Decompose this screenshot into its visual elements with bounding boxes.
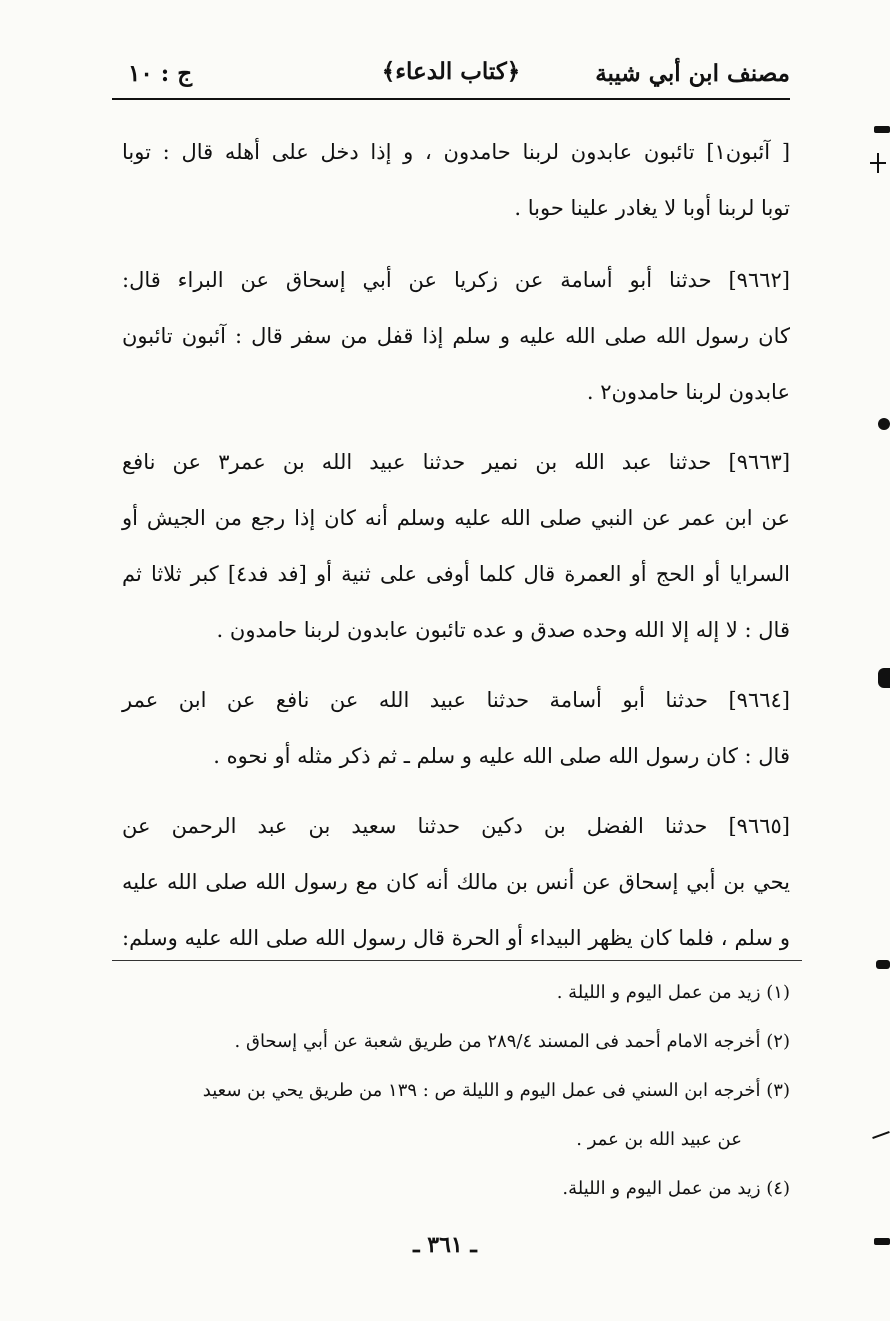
footnote-3	[122, 1066, 790, 1164]
main-text	[122, 124, 790, 980]
scan-mark	[874, 126, 890, 133]
scan-mark	[878, 668, 890, 688]
header-rule	[112, 98, 790, 100]
text-line: و سلم ، فلما كان يظهر البيداء أو الحرة قال رسول الله صلى الله عليه وسلم:	[122, 926, 791, 950]
running-header	[112, 52, 790, 96]
footnote-continuation: عن عبيد الله بن عمر .	[576, 1129, 742, 1150]
text-line: توبا لربنا أوبا لا يغادر علينا حوبا .	[514, 196, 790, 220]
hadith-9663	[122, 434, 790, 658]
footnotes	[122, 968, 790, 1213]
book-title: مصنف ابن أبي شيبة	[595, 60, 790, 87]
text-line: قال : كان رسول الله صلى الله عليه و سلم ـ ثم ذكر مثله أو نحوه .	[213, 744, 790, 768]
page-number: ـ ٣٦١ ـ	[413, 1232, 477, 1258]
text-line: عابدون لربنا حامدون٢ .	[586, 380, 790, 404]
footnote-text: (٣) أخرجه ابن السني فى عمل اليوم و الليلة ص : ١٣٩ من طريق يحي بن سعيد	[202, 1080, 790, 1101]
text-line: قال : لا إله إلا الله وحده صدق و عده تائبون عابدون لربنا حامدون .	[216, 618, 790, 642]
scan-mark	[877, 153, 879, 173]
text-line: [٩٦٦٣] حدثنا عبد الله بن نمير حدثنا عبيد الله بن عمر٣ عن نافع	[122, 450, 791, 474]
paragraph	[122, 124, 790, 236]
scan-mark	[876, 960, 890, 969]
scan-mark	[878, 418, 890, 430]
footnote-separator	[112, 960, 802, 961]
text-line: [ آئبون١] تائبون عابدون لربنا حامدون ، و إذا دخل على أهله قال : توبا	[122, 140, 791, 164]
text-line: كان رسول الله صلى الله عليه و سلم إذا قفل من سفر قال : آئبون تائبون	[122, 324, 790, 348]
hadith-9662	[122, 252, 790, 420]
text-line: [٩٦٦٤] حدثنا أبو أسامة حدثنا عبيد الله عن نافع عن ابن عمر	[122, 688, 790, 712]
hadith-9665	[122, 798, 790, 966]
chapter-title: ﴿كتاب الدعاء﴾	[381, 58, 521, 85]
volume-label: ج : ١٠	[128, 60, 193, 87]
text-line: عن ابن عمر عن النبي صلى الله عليه وسلم أنه كان إذا رجع من الجيش أو	[122, 506, 790, 530]
hadith-9664	[122, 672, 790, 784]
text-line: [٩٦٦٢] حدثنا أبو أسامة عن زكريا عن أبي إسحاق عن البراء قال:	[122, 268, 790, 292]
footnote-2: (٢) أخرجه الامام أحمد فى المسند ٢٨٩/٤ من طريق شعبة عن أبي إسحاق .	[234, 1031, 790, 1052]
text-line: يحي بن أبي إسحاق عن أنس بن مالك أنه كان مع رسول الله صلى الله عليه	[122, 870, 790, 894]
text-line: السرايا أو الحج أو العمرة قال كلما أوفى على ثنية أو [فد فد٤] كبر ثلاثا ثم	[122, 562, 790, 586]
text-line: [٩٦٦٥] حدثنا الفضل بن دكين حدثنا سعيد بن عبد الرحمن عن	[122, 814, 790, 838]
footnote-4: (٤) زيد من عمل اليوم و الليلة.	[562, 1178, 790, 1199]
footnote-1: (١) زيد من عمل اليوم و الليلة .	[556, 982, 790, 1003]
scan-mark	[872, 1131, 890, 1139]
scan-mark	[874, 1238, 890, 1245]
